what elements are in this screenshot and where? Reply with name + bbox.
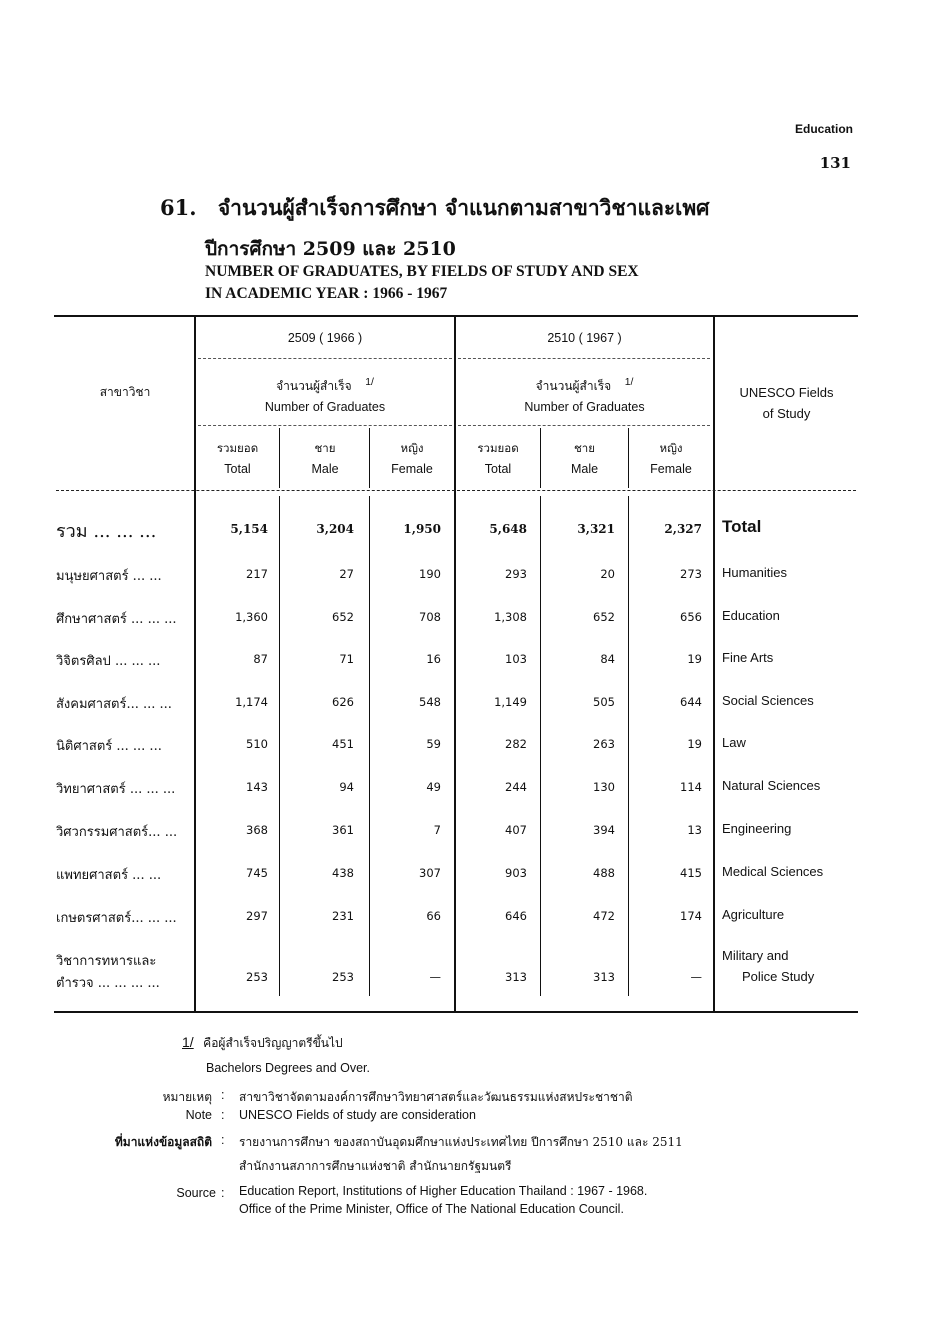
- cell-female-2510: 174: [680, 909, 702, 923]
- cell-total-2510: 103: [505, 652, 527, 666]
- male-header: [281, 438, 369, 480]
- cell-male-2510: 20: [600, 567, 615, 581]
- row-label-thai-line2: ตำรวจ ... ... ... ...: [56, 976, 160, 991]
- cell-total-2510: 407: [505, 823, 527, 837]
- row-label-thai: สังคมศาสตร์... ... ...: [56, 697, 172, 712]
- cell-male-2510: 652: [593, 610, 615, 624]
- cell-female-2509: 59: [426, 737, 441, 751]
- cell-female-2510: 273: [680, 567, 702, 581]
- cell-male-2510: 505: [593, 695, 615, 709]
- row-label-unesco: Total: [722, 517, 762, 536]
- note-text: UNESCO Fields of study are consideration: [239, 1108, 476, 1122]
- row-label-thai: แพทยศาสตร์ ... ...: [56, 868, 162, 883]
- total-th: รวมยอด: [216, 441, 259, 455]
- female-th: หญิง: [400, 441, 424, 455]
- cell-total-2509: 297: [246, 909, 268, 923]
- graduates-en: Number of Graduates: [264, 400, 386, 415]
- row-label-unesco: Humanities: [722, 565, 788, 580]
- header-separator: [458, 358, 710, 359]
- cell-female-2510: 13: [687, 823, 702, 837]
- cell-female-2509: 7: [433, 823, 441, 837]
- table-number: 61.: [160, 195, 197, 220]
- footnote-mark: 1/: [624, 377, 634, 388]
- cell-female-2510: —: [690, 970, 702, 984]
- cell-total-2510: 1,308: [494, 610, 527, 624]
- row-label-thai: รวม ... ... ...: [56, 521, 157, 542]
- remark-colon: :: [221, 1088, 225, 1102]
- cell-female-2509: 49: [426, 780, 441, 794]
- row-label-thai: วิจิตรศิลป ... ... ...: [56, 654, 161, 669]
- total-en: Total: [224, 462, 251, 476]
- cell-male-2510: 130: [593, 780, 615, 794]
- row-label-thai: นิติศาสตร์ ... ... ...: [56, 739, 162, 754]
- cell-male-2509: 652: [332, 610, 354, 624]
- cell-female-2509: 708: [419, 610, 441, 624]
- female-en: Female: [391, 462, 433, 476]
- row-label-unesco: Fine Arts: [722, 650, 774, 665]
- row-label-thai: เกษตรศาสตร์... ... ...: [56, 911, 177, 926]
- cell-female-2509: —: [429, 970, 441, 984]
- cell-male-2510: 263: [593, 737, 615, 751]
- cell-male-2510: 313: [593, 970, 615, 984]
- title-english-line1: NUMBER OF GRADUATES, BY FIELDS OF STUDY AND SEX: [205, 263, 639, 280]
- graduates-header-2509: [196, 372, 454, 418]
- cell-total-2510: 903: [505, 866, 527, 880]
- row-label-unesco: Medical Sciences: [722, 864, 824, 879]
- cell-total-2510: 313: [505, 970, 527, 984]
- cell-total-2509: 368: [246, 823, 268, 837]
- cell-total-2509: 510: [246, 737, 268, 751]
- cell-female-2510: 415: [680, 866, 702, 880]
- source-colon: :: [221, 1133, 225, 1147]
- source-thai-line1: รายงานการศึกษา ของสถาบันอุดมศึกษาแห่งประเทศไทย ปีการศึกษา 2510 และ 2511: [239, 1135, 683, 1149]
- graduates-header-2510: [456, 372, 713, 418]
- female-en: Female: [650, 462, 692, 476]
- female-header: [629, 438, 713, 480]
- cell-total-2509: 1,360: [235, 610, 268, 624]
- graduates-en: Number of Graduates: [524, 400, 645, 415]
- cell-female-2510: 114: [680, 780, 702, 794]
- title-thai: [160, 192, 710, 225]
- year-2509-header: 2509 ( 1966 ): [287, 331, 363, 345]
- cell-male-2509: 626: [332, 695, 354, 709]
- footnote-mark: 1/: [182, 1034, 194, 1050]
- male-th: ชาย: [314, 441, 336, 455]
- cell-male-2510: 3,321: [577, 522, 615, 536]
- cell-total-2509: 87: [253, 652, 268, 666]
- male-en: Male: [570, 462, 599, 476]
- cell-total-2510: 5,648: [489, 522, 527, 536]
- row-label-thai: วิชาการทหารและ: [56, 954, 157, 969]
- cell-male-2509: 438: [332, 866, 354, 880]
- section-label: Education: [794, 122, 853, 136]
- male-header: [541, 438, 628, 480]
- cell-female-2509: 1,950: [403, 522, 441, 536]
- total-th: รวมยอด: [477, 441, 519, 455]
- cell-male-2509: 94: [339, 780, 354, 794]
- row-label-thai: วิทยาศาสตร์ ... ... ...: [56, 782, 176, 797]
- header-separator: [198, 358, 452, 359]
- cell-female-2509: 548: [419, 695, 441, 709]
- unesco-line2: of Study: [762, 406, 811, 421]
- cell-total-2510: 244: [505, 780, 527, 794]
- unesco-line1: UNESCO Fields: [739, 385, 834, 400]
- cell-total-2509: 1,174: [235, 695, 268, 709]
- male-th: ชาย: [573, 441, 595, 455]
- row-label-unesco: Education: [722, 608, 780, 623]
- cell-female-2510: 644: [680, 695, 702, 709]
- remark-text: สาขาวิชาจัดตามองค์การศึกษาวิทยาศาสตร์และวัฒนธรรมแห่งสหประชาชาติ: [239, 1090, 633, 1104]
- cell-total-2509: 217: [246, 567, 268, 581]
- cell-male-2509: 71: [339, 652, 354, 666]
- note-label: Note: [185, 1108, 212, 1122]
- table-top-rule: [54, 315, 858, 317]
- cell-male-2509: 361: [332, 823, 354, 837]
- row-label-unesco: Law: [722, 735, 746, 750]
- cell-total-2510: 293: [505, 567, 527, 581]
- female-header: [370, 438, 454, 480]
- row-label-thai: มนุษยศาสตร์ ... ...: [56, 569, 162, 584]
- source-label-thai: ที่มาแห่งข้อมูลสถิติ: [114, 1135, 212, 1149]
- cell-female-2510: 19: [687, 737, 702, 751]
- cell-male-2509: 451: [332, 737, 354, 751]
- unesco-header: [715, 382, 858, 424]
- cell-male-2509: 231: [332, 909, 354, 923]
- total-header: [196, 438, 279, 480]
- header-bottom-separator: [56, 490, 856, 491]
- year-2510-header: 2510 ( 1967 ): [547, 331, 622, 345]
- total-en: Total: [484, 462, 512, 476]
- cell-male-2509: 27: [339, 567, 354, 581]
- footnote-1-thai: คือผู้สำเร็จปริญญาตรีขึ้นไป: [203, 1036, 343, 1050]
- title-thai-line1: จำนวนผู้สำเร็จการศึกษา จำแนกตามสาขาวิชาและเพศ: [217, 195, 710, 220]
- table-bottom-rule: [54, 1011, 858, 1013]
- cell-female-2510: 2,327: [664, 522, 702, 536]
- cell-total-2509: 253: [246, 970, 268, 984]
- cell-total-2510: 646: [505, 909, 527, 923]
- cell-total-2510: 1,149: [494, 695, 527, 709]
- cell-female-2509: 16: [426, 652, 441, 666]
- cell-female-2510: 19: [687, 652, 702, 666]
- male-en: Male: [311, 462, 339, 476]
- cell-male-2510: 472: [593, 909, 615, 923]
- female-th: หญิง: [659, 441, 683, 455]
- title-thai-line2: ปีการศึกษา 2509 และ 2510: [205, 238, 456, 260]
- source-english-line1: Education Report, Institutions of Higher Education Thailand : 1967 - 1968.: [239, 1184, 648, 1198]
- cell-female-2509: 307: [419, 866, 441, 880]
- graduates-th: จำนวนผู้สำเร็จ: [276, 379, 352, 394]
- row-label-thai: ศึกษาศาสตร์ ... ... ...: [56, 612, 177, 627]
- source-thai-line2: สำนักงานสภาการศึกษาแห่งชาติ สำนักนายกรัฐมนตรี: [239, 1159, 512, 1173]
- cell-male-2509: 253: [332, 970, 354, 984]
- remark-label: หมายเหตุ: [162, 1090, 212, 1104]
- footnote-mark: 1/: [365, 377, 374, 388]
- note-colon: :: [221, 1108, 225, 1122]
- cell-total-2509: 143: [246, 780, 268, 794]
- cell-male-2510: 488: [593, 866, 615, 880]
- cell-total-2509: 5,154: [230, 522, 268, 536]
- footnote-1: [182, 1034, 343, 1053]
- source-label: Source: [176, 1186, 216, 1200]
- row-label-unesco: Engineering: [722, 821, 792, 836]
- cell-total-2509: 745: [246, 866, 268, 880]
- source-colon: :: [221, 1186, 225, 1200]
- cell-male-2509: 3,204: [316, 522, 354, 536]
- divider-inner: [279, 428, 280, 488]
- row-label-unesco: Social Sciences: [722, 693, 814, 708]
- total-header: [456, 438, 540, 480]
- page-number: 131: [819, 154, 851, 172]
- cell-male-2510: 394: [593, 823, 615, 837]
- cell-female-2510: 656: [680, 610, 702, 624]
- cell-male-2510: 84: [600, 652, 615, 666]
- row-label-unesco-line2: Police Study: [742, 969, 815, 984]
- row-label-unesco: Natural Sciences: [722, 778, 821, 793]
- cell-total-2510: 282: [505, 737, 527, 751]
- row-label-unesco: Agriculture: [722, 907, 785, 922]
- row-label-thai: วิศวกรรมศาสตร์... ...: [56, 825, 178, 840]
- header-separator: [458, 425, 710, 426]
- cell-female-2509: 66: [426, 909, 441, 923]
- source-english-line2: Office of the Prime Minister, Office of The National Education Council.: [239, 1202, 624, 1216]
- footnote-1-english: Bachelors Degrees and Over.: [206, 1061, 370, 1075]
- field-header: สาขาวิชา: [99, 385, 151, 399]
- title-english-line2: IN ACADEMIC YEAR : 1966 - 1967: [205, 285, 448, 302]
- header-separator: [198, 425, 452, 426]
- graduates-th: จำนวนผู้สำเร็จ: [535, 379, 612, 394]
- cell-female-2509: 190: [419, 567, 441, 581]
- row-label-unesco: Military and: [722, 948, 789, 963]
